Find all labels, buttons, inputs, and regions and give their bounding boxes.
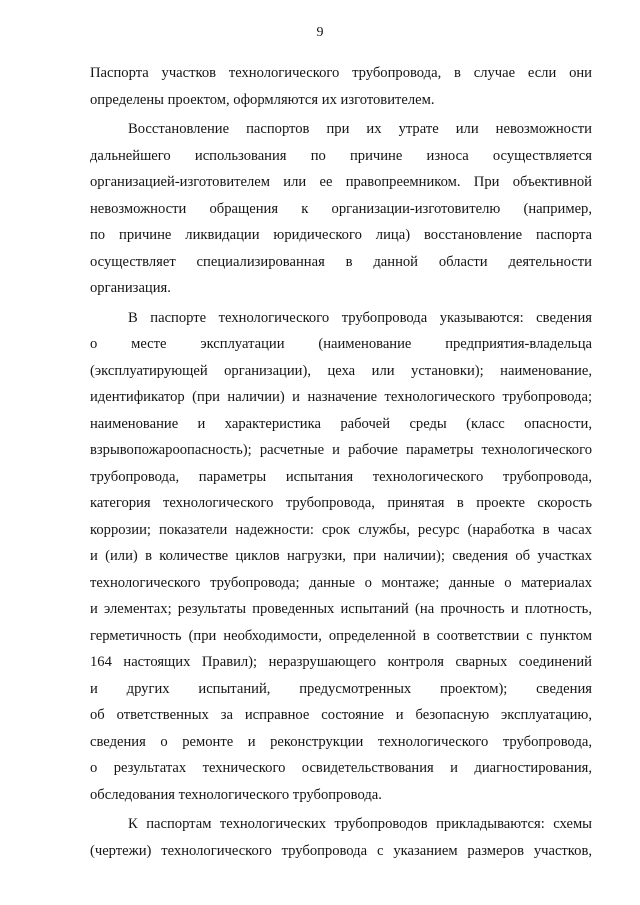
text-line: дальнейшего использования по причине износа осуществляется	[90, 147, 592, 164]
text-line: К паспортам технологических трубопроводов прикладываются: схемы	[128, 816, 592, 832]
text-line: и (или) в количестве циклов нагрузки, при наличии); сведения об участках	[90, 548, 592, 564]
text-line: об ответственных за исправное состояние и безопасную эксплуатацию,	[90, 707, 592, 723]
text-line: трубопровода, параметры испытания технологического трубопровода,	[90, 468, 592, 485]
text-line: наименование и характеристика рабочей среды (класс опасности,	[90, 415, 592, 432]
text-line: идентификатор (при наличии) и назначение технологического трубопровода;	[90, 389, 592, 405]
paragraph	[90, 811, 592, 864]
text-line: осуществляет специализированная в данной области деятельности	[90, 253, 592, 270]
text-line: невозможности обращения к организации-изготовителю (например,	[90, 200, 592, 217]
text-line: и других испытаний, предусмотренных проектом); сведения	[90, 680, 592, 697]
text-line: Восстановление паспортов при их утрате или невозможности	[128, 121, 592, 137]
text-line: по причине ликвидации юридического лица) восстановление паспорта	[90, 227, 592, 243]
text-line: В паспорте технологического трубопровода указываются: сведения	[128, 309, 592, 326]
text-line: и элементах; результаты проведенных испытаний (на прочность и плотность,	[90, 601, 592, 617]
paragraph	[90, 60, 592, 113]
body-text	[90, 60, 592, 864]
text-line: определены проектом, оформляются их изготовителем.	[90, 91, 435, 108]
text-line: коррозии; показатели надежности: срок службы, ресурс (наработка в часах	[90, 521, 592, 538]
text-line: сведения о ремонте и реконструкции технологического трубопровода,	[90, 733, 592, 750]
page-number: 9	[316, 25, 324, 40]
text-line: категория технологического трубопровода, принятая в проекте скорость	[90, 495, 592, 511]
text-line: взрывопожароопасность); расчетные и рабочие параметры технологического	[90, 442, 592, 458]
text-line: организация.	[90, 280, 171, 296]
text-line: о месте эксплуатации (наименование предприятия-владельца	[90, 336, 592, 352]
text-line: Паспорта участков технологического трубопровода, в случае если они	[90, 65, 592, 81]
text-line: организацией-изготовителем или ее правопреемником. При объективной	[90, 174, 592, 190]
text-line: (эксплуатирующей организации), цеха или установки); наименование,	[90, 362, 592, 379]
text-line: герметичность (при необходимости, определенной в соответствии с пунктом	[90, 627, 592, 644]
text-line: обследования технологического трубопровода.	[90, 786, 382, 803]
text-line: 164 настоящих Правил); неразрушающего контроля сварных соединений	[90, 654, 592, 670]
paragraph	[90, 116, 592, 302]
paragraph	[90, 305, 592, 809]
text-line: (чертежи) технологического трубопровода с указанием размеров участков,	[90, 842, 592, 859]
text-line: о результатах технического освидетельствования и диагностирования,	[90, 760, 592, 776]
text-line: технологического трубопровода; данные о монтаже; данные о материалах	[90, 574, 592, 591]
